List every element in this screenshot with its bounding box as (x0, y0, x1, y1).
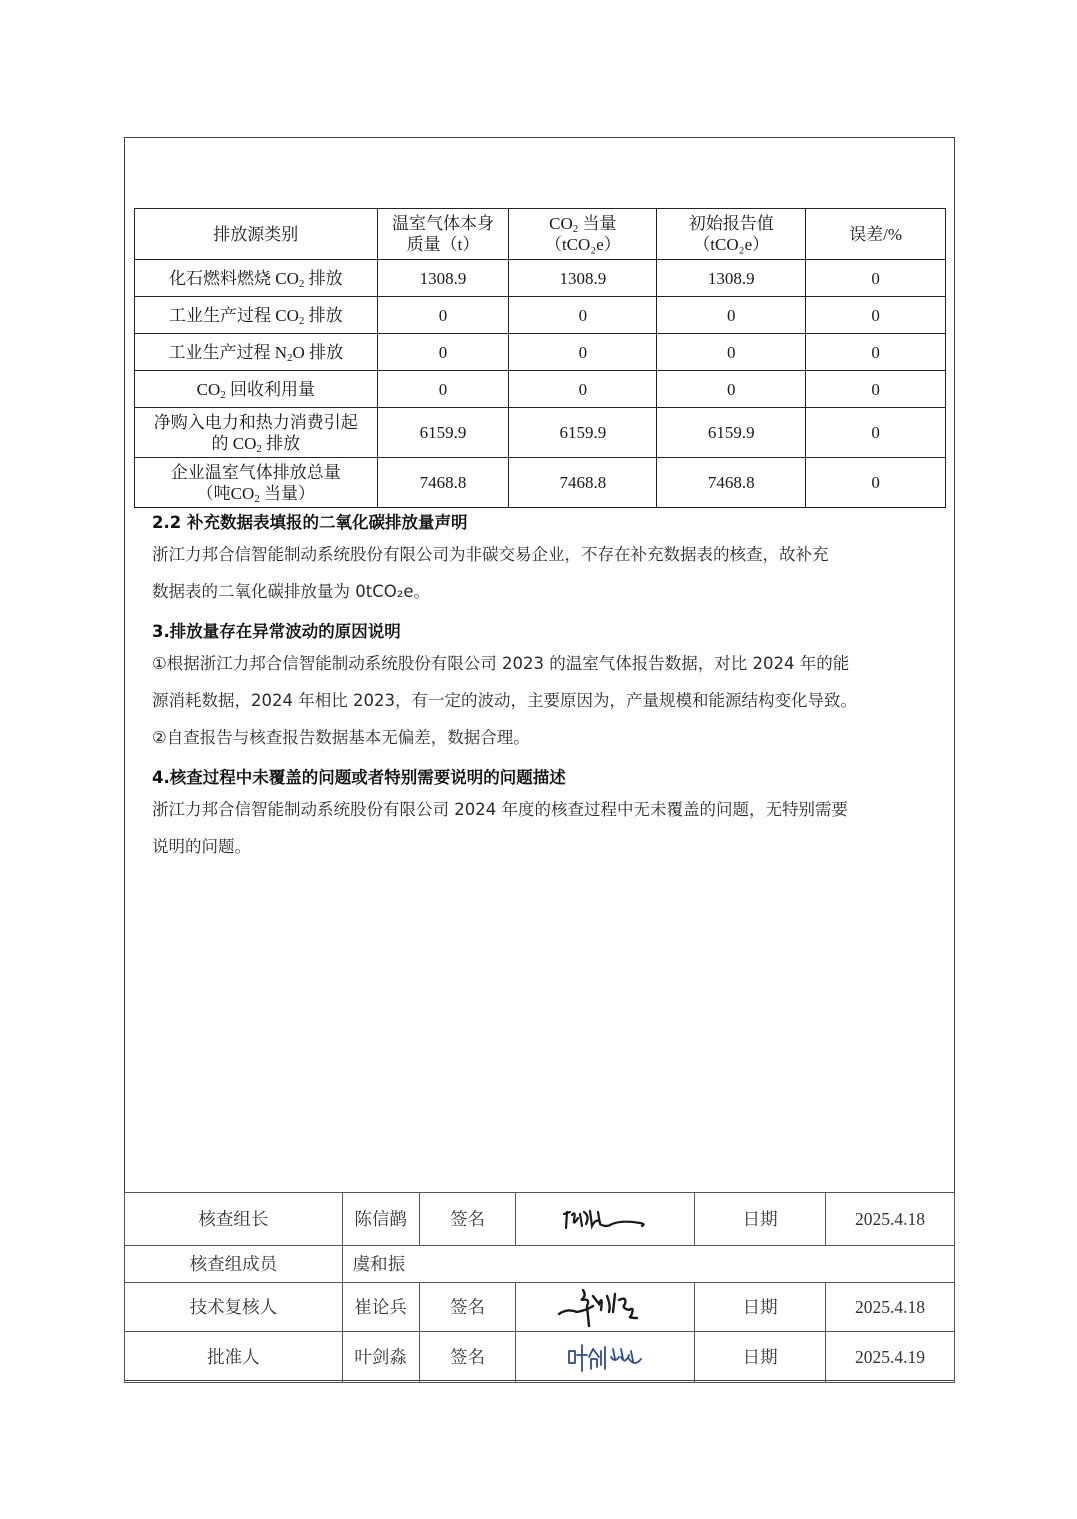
date-value: 2025.4.19 (826, 1332, 955, 1383)
row-initial: 7468.8 (657, 458, 806, 508)
row-initial: 0 (657, 371, 806, 408)
section-paragraph: ①根据浙江力邦合信智能制动系统股份有限公司 2023 的温室气体报告数据，对比 2024 年的能 (152, 654, 850, 673)
row-initial: 1308.9 (657, 260, 806, 297)
table-row (135, 334, 946, 371)
signature-image (516, 1193, 695, 1246)
header-initial-report: 初始报告值 （tCO₂e） (657, 209, 806, 260)
sign-label: 签名 (419, 1193, 516, 1246)
row-co2e: 0 (509, 297, 657, 334)
role-label: 批准人 (125, 1332, 343, 1383)
section-heading: 3.排放量存在异常波动的原因说明 (152, 622, 401, 641)
section-fluctuation-reason (152, 619, 952, 756)
row-mass: 1308.9 (377, 260, 509, 297)
row-error: 0 (806, 297, 946, 334)
row-error: 0 (806, 371, 946, 408)
table-row (135, 260, 946, 297)
table-row (135, 297, 946, 334)
header-mass: 温室气体本身 质量（t） (377, 209, 509, 260)
table-row (135, 408, 946, 458)
row-co2e: 0 (509, 334, 657, 371)
row-error: 0 (806, 334, 946, 371)
signoff-row-team-member (125, 1246, 955, 1283)
handwritten-signature-icon (560, 1206, 650, 1232)
header-co2e: $CO_2$ 当量 （tCO₂e） (509, 209, 657, 260)
header-category: 排放源类别 (135, 209, 378, 260)
table-row (135, 371, 946, 408)
signoff-row-approver (125, 1332, 955, 1383)
row-category: 工业生产过程 $N_2O$ 排放 (135, 334, 378, 371)
row-category: $CO_2$ 回收利用量 (135, 371, 378, 408)
section-paragraph: 浙江力邦合信智能制动系统股份有限公司为非碳交易企业，不存在补充数据表的核查，故补充 (152, 545, 829, 564)
row-category: 工业生产过程 $CO_2$ 排放 (135, 297, 378, 334)
row-mass: 7468.8 (377, 458, 509, 508)
section-uncovered-issues (152, 765, 952, 865)
signature-image (516, 1332, 695, 1383)
signature-image (516, 1283, 695, 1332)
role-label: 技术复核人 (125, 1283, 343, 1332)
section-paragraph: 浙江力邦合信智能制动系统股份有限公司 2024 年度的核查过程中无未覆盖的问题，无特别需要 (152, 800, 848, 819)
row-mass: 0 (377, 371, 509, 408)
row-category: 净购入电力和热力消费引起 的 $CO_2$ 排放 (135, 408, 378, 458)
sign-label: 签名 (419, 1332, 516, 1383)
row-mass: 0 (377, 297, 509, 334)
row-co2e: 1308.9 (509, 260, 657, 297)
row-mass: 0 (377, 334, 509, 371)
person-name: 叶剑淼 (342, 1332, 419, 1383)
emission-summary-table (134, 208, 946, 508)
date-label: 日期 (695, 1193, 826, 1246)
signoff-row-team-leader (125, 1193, 955, 1246)
section-paragraph: 源消耗数据，2024 年相比 2023，有一定的波动，主要原因为，产量规模和能源结构变化导致。 (152, 691, 857, 710)
person-name: 陈信鹋 (342, 1193, 419, 1246)
section-paragraph: ②自查报告与核查报告数据基本无偏差，数据合理。 (152, 728, 530, 747)
row-initial: 0 (657, 297, 806, 334)
role-label: 核查组长 (125, 1193, 343, 1246)
date-label: 日期 (695, 1332, 826, 1383)
row-mass: 6159.9 (377, 408, 509, 458)
role-label: 核查组成员 (125, 1246, 343, 1283)
sign-label: 签名 (419, 1283, 516, 1332)
section-paragraph: 说明的问题。 (152, 837, 251, 856)
row-initial: 6159.9 (657, 408, 806, 458)
handwritten-signature-icon (565, 1341, 645, 1373)
signoff-row-technical-reviewer (125, 1283, 955, 1332)
section-supplementary-statement (152, 510, 952, 610)
row-category: 企业温室气体排放总量 （吨$CO_2$ 当量） (135, 458, 378, 508)
row-co2e: 7468.8 (509, 458, 657, 508)
header-error: 误差/% (806, 209, 946, 260)
date-label: 日期 (695, 1283, 826, 1332)
table-row-total (135, 458, 946, 508)
handwritten-signature-icon (557, 1286, 653, 1328)
row-co2e: 0 (509, 371, 657, 408)
section-paragraph: 数据表的二氧化碳排放量为 0tCO₂e。 (152, 582, 430, 601)
person-name: 虞和振 (342, 1246, 954, 1283)
row-error: 0 (806, 260, 946, 297)
date-value: 2025.4.18 (826, 1193, 955, 1246)
table-header-row (135, 209, 946, 260)
signoff-table (124, 1192, 955, 1383)
section-heading: 4.核查过程中未覆盖的问题或者特别需要说明的问题描述 (152, 768, 566, 787)
section-heading: 2.2 补充数据表填报的二氧化碳排放量声明 (152, 513, 468, 532)
row-error: 0 (806, 408, 946, 458)
row-initial: 0 (657, 334, 806, 371)
row-error: 0 (806, 458, 946, 508)
date-value: 2025.4.18 (826, 1283, 955, 1332)
row-category: 化石燃料燃烧 $CO_2$ 排放 (135, 260, 378, 297)
row-co2e: 6159.9 (509, 408, 657, 458)
person-name: 崔论兵 (342, 1283, 419, 1332)
